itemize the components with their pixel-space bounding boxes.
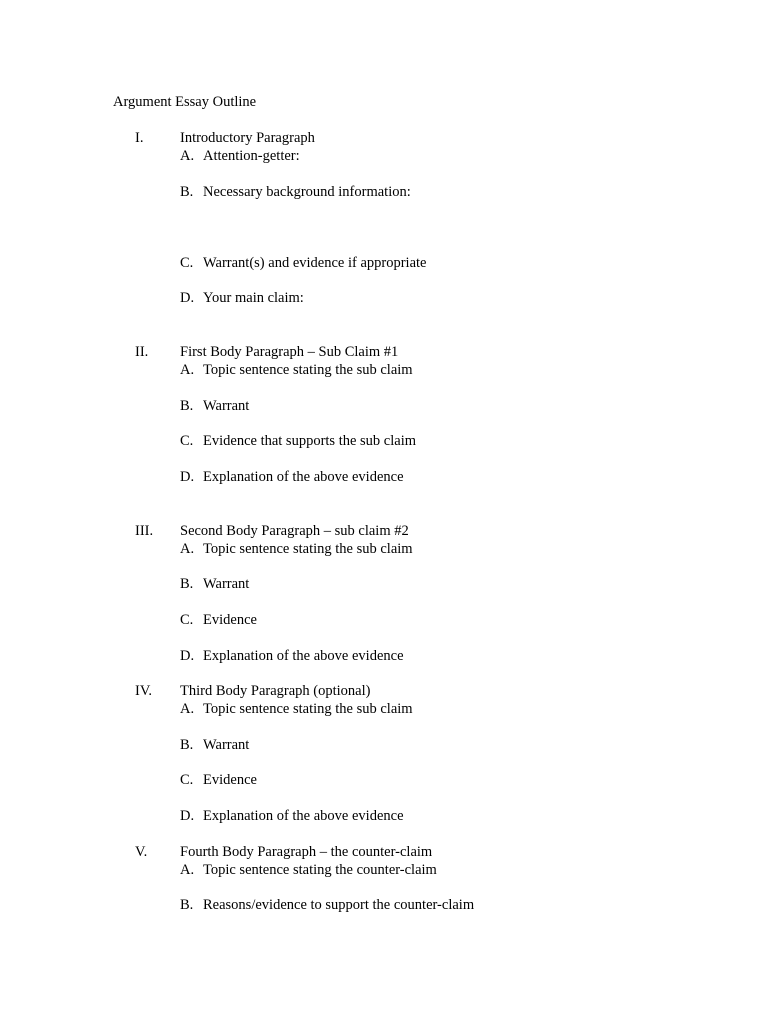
- item-letter: B.: [180, 398, 194, 414]
- item-letter: C.: [180, 433, 194, 449]
- item-text: Explanation of the above evidence: [203, 808, 404, 824]
- item-letter: D.: [180, 290, 195, 306]
- section-heading: Introductory Paragraph: [180, 130, 315, 146]
- item-text: Explanation of the above evidence: [203, 648, 404, 664]
- item-text: Your main claim:: [203, 290, 304, 306]
- section-numeral: I.: [135, 130, 144, 146]
- item-text: Attention-getter:: [203, 148, 300, 164]
- section-heading: Fourth Body Paragraph – the counter-claim: [180, 844, 433, 860]
- item-text: Warrant(s) and evidence if appropriate: [203, 255, 427, 271]
- item-text: Topic sentence stating the counter-claim: [203, 862, 437, 878]
- item-letter: B.: [180, 184, 194, 200]
- item-text: Evidence that supports the sub claim: [203, 433, 417, 449]
- item-letter: A.: [180, 862, 195, 878]
- item-text: Warrant: [203, 576, 250, 592]
- section-heading: Third Body Paragraph (optional): [180, 683, 371, 699]
- item-letter: B.: [180, 737, 194, 753]
- item-letter: C.: [180, 612, 194, 628]
- section-numeral: V.: [135, 844, 148, 860]
- item-text: Evidence: [203, 772, 257, 788]
- item-letter: A.: [180, 541, 195, 557]
- item-letter: D.: [180, 648, 195, 664]
- item-letter: D.: [180, 808, 195, 824]
- item-text: Warrant: [203, 398, 250, 414]
- item-letter: C.: [180, 772, 194, 788]
- item-letter: D.: [180, 469, 195, 485]
- item-letter: C.: [180, 255, 194, 271]
- item-letter: B.: [180, 897, 194, 913]
- item-letter: A.: [180, 148, 195, 164]
- item-text: Reasons/evidence to support the counter-claim: [203, 897, 475, 913]
- section-numeral: II.: [135, 344, 149, 360]
- document-title: Argument Essay Outline: [113, 94, 257, 110]
- item-text: Necessary background information:: [203, 184, 411, 200]
- item-text: Topic sentence stating the sub claim: [203, 541, 413, 557]
- item-text: Warrant: [203, 737, 250, 753]
- section-heading: Second Body Paragraph – sub claim #2: [180, 523, 409, 539]
- item-letter: A.: [180, 701, 195, 717]
- section-numeral: III.: [135, 523, 154, 539]
- section-heading: First Body Paragraph – Sub Claim #1: [180, 344, 399, 360]
- item-text: Explanation of the above evidence: [203, 469, 404, 485]
- item-letter: A.: [180, 362, 195, 378]
- item-letter: B.: [180, 576, 194, 592]
- item-text: Topic sentence stating the sub claim: [203, 701, 413, 717]
- item-text: Topic sentence stating the sub claim: [203, 362, 413, 378]
- section-numeral: IV.: [135, 683, 153, 699]
- item-text: Evidence: [203, 612, 257, 628]
